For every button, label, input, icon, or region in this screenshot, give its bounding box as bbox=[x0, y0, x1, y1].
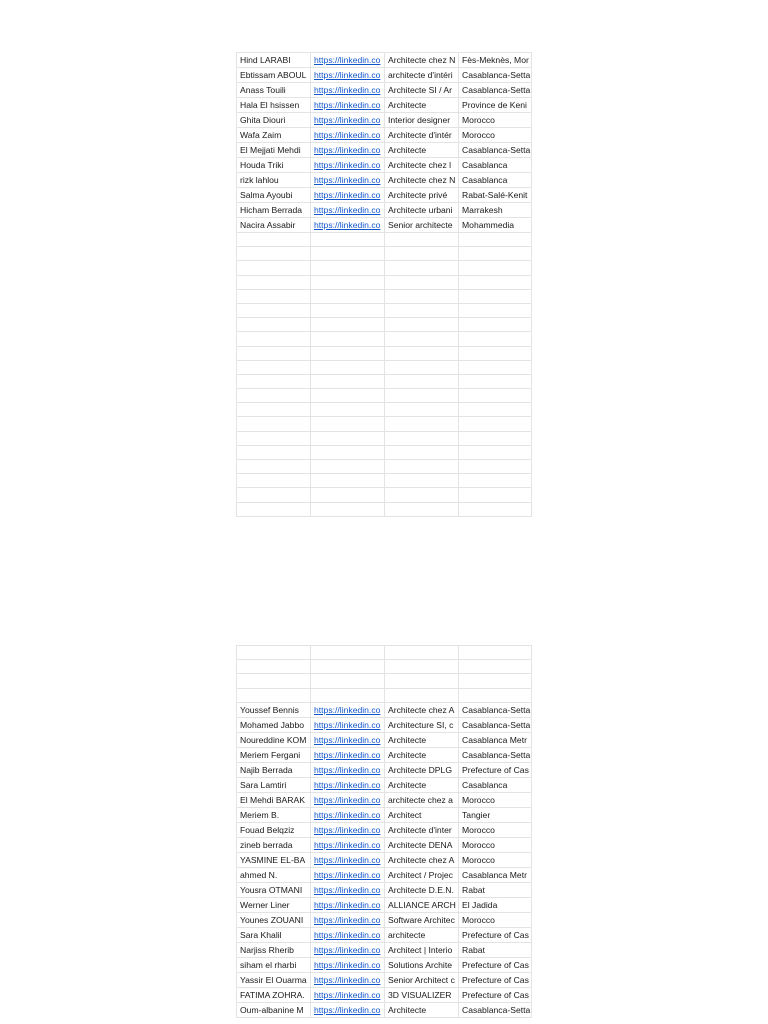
cell-name[interactable]: Anass Touili bbox=[237, 83, 311, 98]
cell-linkedin-url[interactable]: https://linkedin.co bbox=[311, 807, 385, 822]
table-row bbox=[237, 158, 532, 173]
cell-linkedin-url[interactable]: https://linkedin.co bbox=[311, 762, 385, 777]
empty-cell[interactable] bbox=[237, 275, 311, 289]
cell-name[interactable]: Fouad Belqziz bbox=[237, 822, 311, 837]
empty-cell[interactable] bbox=[237, 261, 311, 275]
cell-headline[interactable]: Architecte D.E.N. bbox=[385, 882, 459, 897]
empty-cell[interactable] bbox=[311, 660, 385, 674]
cell-headline[interactable]: Solutions Archite bbox=[385, 957, 459, 972]
table-row bbox=[237, 203, 532, 218]
table-row bbox=[237, 882, 532, 897]
cell-headline[interactable]: Architecte bbox=[385, 1002, 459, 1017]
cell-name[interactable]: YASMINE EL-BA bbox=[237, 852, 311, 867]
empty-cell[interactable] bbox=[311, 247, 385, 261]
cell-name[interactable]: Narjiss Rherib bbox=[237, 942, 311, 957]
cell-headline[interactable]: Architecte d'inter bbox=[385, 822, 459, 837]
empty-cell[interactable] bbox=[311, 674, 385, 688]
cell-headline[interactable]: 3D VISUALIZER bbox=[385, 987, 459, 1002]
cell-linkedin-url[interactable]: https://linkedin.co bbox=[311, 777, 385, 792]
empty-cell[interactable] bbox=[311, 360, 385, 374]
cell-headline[interactable]: Architecte DENA bbox=[385, 837, 459, 852]
table-row bbox=[237, 777, 532, 792]
cell-headline[interactable]: architecte bbox=[385, 927, 459, 942]
cell-location[interactable]: Prefecture of Cas bbox=[459, 987, 532, 1002]
cell-location[interactable]: Rabat-Salé-Kenit bbox=[459, 188, 532, 203]
empty-cell[interactable] bbox=[237, 660, 311, 674]
cell-linkedin-url[interactable]: https://linkedin.co bbox=[311, 912, 385, 927]
table-row bbox=[237, 837, 532, 852]
cell-headline[interactable]: Architecte urbani bbox=[385, 203, 459, 218]
empty-cell[interactable] bbox=[459, 318, 532, 332]
empty-cell[interactable] bbox=[385, 417, 459, 431]
cell-linkedin-url[interactable]: https://linkedin.co bbox=[311, 702, 385, 717]
cell-linkedin-url[interactable]: https://linkedin.co bbox=[311, 897, 385, 912]
empty-cell[interactable] bbox=[311, 445, 385, 459]
empty-cell[interactable] bbox=[385, 303, 459, 317]
cell-headline[interactable]: Architecte bbox=[385, 732, 459, 747]
cell-headline[interactable]: Senior Architect c bbox=[385, 972, 459, 987]
cell-linkedin-url[interactable]: https://linkedin.co bbox=[311, 173, 385, 188]
cell-headline[interactable]: Architect | Interio bbox=[385, 942, 459, 957]
table-row bbox=[237, 445, 532, 459]
empty-cell[interactable] bbox=[237, 646, 311, 660]
cell-location[interactable]: El Jadida bbox=[459, 897, 532, 912]
cell-linkedin-url[interactable]: https://linkedin.co bbox=[311, 882, 385, 897]
empty-cell[interactable] bbox=[385, 674, 459, 688]
cell-name[interactable]: Sara Lamtiri bbox=[237, 777, 311, 792]
cell-headline[interactable]: Architecte bbox=[385, 98, 459, 113]
empty-cell[interactable] bbox=[311, 289, 385, 303]
cell-location[interactable]: Casablanca-Setta bbox=[459, 747, 532, 762]
cell-location[interactable]: Casablanca-Setta bbox=[459, 83, 532, 98]
cell-linkedin-url[interactable]: https://linkedin.co bbox=[311, 53, 385, 68]
empty-cell[interactable] bbox=[311, 646, 385, 660]
spreadsheet-table-top bbox=[236, 52, 532, 517]
table-row bbox=[237, 972, 532, 987]
cell-linkedin-url[interactable]: https://linkedin.co bbox=[311, 68, 385, 83]
cell-location[interactable]: Casablanca Metr bbox=[459, 732, 532, 747]
cell-headline[interactable]: Architecte privé bbox=[385, 188, 459, 203]
empty-cell[interactable] bbox=[237, 289, 311, 303]
table-row bbox=[237, 173, 532, 188]
empty-cell[interactable] bbox=[311, 261, 385, 275]
table-row bbox=[237, 113, 532, 128]
empty-cell[interactable] bbox=[311, 318, 385, 332]
cell-location[interactable]: Prefecture of Cas bbox=[459, 927, 532, 942]
cell-location[interactable]: Rabat bbox=[459, 942, 532, 957]
cell-linkedin-url[interactable]: https://linkedin.co bbox=[311, 867, 385, 882]
empty-cell[interactable] bbox=[237, 318, 311, 332]
cell-name[interactable]: Hala El hsissen bbox=[237, 98, 311, 113]
cell-name[interactable]: FATIMA ZOHRA. bbox=[237, 987, 311, 1002]
table-row bbox=[237, 143, 532, 158]
table-row bbox=[237, 403, 532, 417]
empty-cell[interactable] bbox=[311, 474, 385, 488]
table-row bbox=[237, 1002, 532, 1017]
empty-cell[interactable] bbox=[311, 374, 385, 388]
table-row bbox=[237, 247, 532, 261]
cell-headline[interactable]: Architecte DPLG bbox=[385, 762, 459, 777]
table-row bbox=[237, 646, 532, 660]
empty-cell[interactable] bbox=[459, 275, 532, 289]
empty-cell[interactable] bbox=[237, 460, 311, 474]
cell-headline[interactable]: Architecte chez A bbox=[385, 702, 459, 717]
table-row bbox=[237, 346, 532, 360]
cell-headline[interactable]: Architecte bbox=[385, 777, 459, 792]
cell-name[interactable]: Sara Khalil bbox=[237, 927, 311, 942]
cell-name[interactable]: Wafa Zaim bbox=[237, 128, 311, 143]
empty-cell[interactable] bbox=[385, 360, 459, 374]
table-row bbox=[237, 460, 532, 474]
cell-name[interactable]: Younes ZOUANI bbox=[237, 912, 311, 927]
cell-linkedin-url[interactable]: https://linkedin.co bbox=[311, 822, 385, 837]
empty-cell[interactable] bbox=[311, 303, 385, 317]
cell-linkedin-url[interactable]: https://linkedin.co bbox=[311, 1002, 385, 1017]
table-row bbox=[237, 702, 532, 717]
empty-cell[interactable] bbox=[459, 389, 532, 403]
empty-cell[interactable] bbox=[385, 445, 459, 459]
table-row bbox=[237, 688, 532, 702]
cell-name[interactable]: Meriem Fergani bbox=[237, 747, 311, 762]
table-row bbox=[237, 83, 532, 98]
cell-location[interactable]: Prefecture of Cas bbox=[459, 762, 532, 777]
cell-linkedin-url[interactable]: https://linkedin.co bbox=[311, 837, 385, 852]
empty-cell[interactable] bbox=[459, 332, 532, 346]
empty-cell[interactable] bbox=[385, 502, 459, 516]
cell-location[interactable]: Morocco bbox=[459, 113, 532, 128]
empty-cell[interactable] bbox=[237, 346, 311, 360]
empty-cell[interactable] bbox=[237, 247, 311, 261]
table-row bbox=[237, 389, 532, 403]
table-row bbox=[237, 53, 532, 68]
spreadsheet-table-bottom bbox=[236, 645, 532, 1018]
empty-cell[interactable] bbox=[459, 474, 532, 488]
empty-cell[interactable] bbox=[237, 431, 311, 445]
table-row bbox=[237, 303, 532, 317]
table-row bbox=[237, 927, 532, 942]
cell-name[interactable]: rizk lahlou bbox=[237, 173, 311, 188]
empty-cell[interactable] bbox=[385, 688, 459, 702]
cell-location[interactable]: Casablanca-Setta bbox=[459, 717, 532, 732]
cell-location[interactable]: Morocco bbox=[459, 792, 532, 807]
cell-linkedin-url[interactable]: https://linkedin.co bbox=[311, 128, 385, 143]
empty-cell[interactable] bbox=[459, 660, 532, 674]
empty-cell[interactable] bbox=[459, 445, 532, 459]
cell-name[interactable]: siham el rharbi bbox=[237, 957, 311, 972]
table-row bbox=[237, 747, 532, 762]
table-row bbox=[237, 897, 532, 912]
cell-name[interactable]: Yassir El Ouarma bbox=[237, 972, 311, 987]
cell-location[interactable]: Casablanca-Setta bbox=[459, 68, 532, 83]
empty-cell[interactable] bbox=[237, 674, 311, 688]
cell-linkedin-url[interactable]: https://linkedin.co bbox=[311, 732, 385, 747]
empty-cell[interactable] bbox=[459, 374, 532, 388]
cell-linkedin-url[interactable]: https://linkedin.co bbox=[311, 98, 385, 113]
cell-name[interactable]: El Mehdi BARAK bbox=[237, 792, 311, 807]
cell-headline[interactable]: Software Architec bbox=[385, 912, 459, 927]
empty-cell[interactable] bbox=[237, 417, 311, 431]
table-row bbox=[237, 188, 532, 203]
empty-cell[interactable] bbox=[459, 688, 532, 702]
cell-headline[interactable]: Architecte chez N bbox=[385, 173, 459, 188]
cell-linkedin-url[interactable]: https://linkedin.co bbox=[311, 218, 385, 233]
table-row bbox=[237, 417, 532, 431]
empty-cell[interactable] bbox=[385, 374, 459, 388]
empty-cell[interactable] bbox=[385, 332, 459, 346]
cell-headline[interactable]: Architecte chez A bbox=[385, 852, 459, 867]
cell-name[interactable]: Houda Triki bbox=[237, 158, 311, 173]
table-row bbox=[237, 957, 532, 972]
cell-name[interactable]: Youssef Bennis bbox=[237, 702, 311, 717]
cell-name[interactable]: Werner Liner bbox=[237, 897, 311, 912]
empty-cell[interactable] bbox=[237, 474, 311, 488]
empty-cell[interactable] bbox=[385, 318, 459, 332]
cell-linkedin-url[interactable]: https://linkedin.co bbox=[311, 113, 385, 128]
empty-cell[interactable] bbox=[311, 346, 385, 360]
cell-linkedin-url[interactable]: https://linkedin.co bbox=[311, 972, 385, 987]
table-row bbox=[237, 360, 532, 374]
cell-linkedin-url[interactable]: https://linkedin.co bbox=[311, 158, 385, 173]
cell-linkedin-url[interactable]: https://linkedin.co bbox=[311, 792, 385, 807]
table-row bbox=[237, 68, 532, 83]
cell-linkedin-url[interactable]: https://linkedin.co bbox=[311, 942, 385, 957]
sheet-body-top bbox=[237, 53, 532, 517]
empty-cell[interactable] bbox=[459, 303, 532, 317]
table-row bbox=[237, 674, 532, 688]
empty-cell[interactable] bbox=[385, 488, 459, 502]
cell-name[interactable]: Salma Ayoubi bbox=[237, 188, 311, 203]
table-row bbox=[237, 822, 532, 837]
empty-cell[interactable] bbox=[237, 360, 311, 374]
table-row bbox=[237, 275, 532, 289]
cell-headline[interactable]: Architect bbox=[385, 807, 459, 822]
empty-cell[interactable] bbox=[311, 688, 385, 702]
table-row bbox=[237, 942, 532, 957]
cell-location[interactable]: Casablanca bbox=[459, 777, 532, 792]
table-row bbox=[237, 987, 532, 1002]
cell-linkedin-url[interactable]: https://linkedin.co bbox=[311, 188, 385, 203]
cell-linkedin-url[interactable]: https://linkedin.co bbox=[311, 203, 385, 218]
empty-cell[interactable] bbox=[459, 360, 532, 374]
table-row bbox=[237, 261, 532, 275]
cell-location[interactable]: Fès-Meknès, Mor bbox=[459, 53, 532, 68]
empty-cell[interactable] bbox=[237, 688, 311, 702]
empty-cell[interactable] bbox=[385, 233, 459, 247]
empty-cell[interactable] bbox=[459, 502, 532, 516]
table-row bbox=[237, 332, 532, 346]
cell-name[interactable]: Hicham Berrada bbox=[237, 203, 311, 218]
cell-linkedin-url[interactable]: https://linkedin.co bbox=[311, 747, 385, 762]
empty-cell[interactable] bbox=[385, 646, 459, 660]
empty-cell[interactable] bbox=[459, 646, 532, 660]
cell-location[interactable]: Marrakesh bbox=[459, 203, 532, 218]
table-row bbox=[237, 318, 532, 332]
empty-cell[interactable] bbox=[385, 474, 459, 488]
table-row bbox=[237, 474, 532, 488]
empty-cell[interactable] bbox=[459, 674, 532, 688]
empty-cell[interactable] bbox=[311, 233, 385, 247]
empty-cell[interactable] bbox=[459, 233, 532, 247]
empty-cell[interactable] bbox=[237, 233, 311, 247]
cell-linkedin-url[interactable]: https://linkedin.co bbox=[311, 717, 385, 732]
table-row bbox=[237, 431, 532, 445]
empty-cell[interactable] bbox=[237, 332, 311, 346]
cell-location[interactable]: Casablanca-Setta bbox=[459, 143, 532, 158]
cell-headline[interactable]: Interior designer bbox=[385, 113, 459, 128]
cell-linkedin-url[interactable]: https://linkedin.co bbox=[311, 987, 385, 1002]
empty-cell[interactable] bbox=[237, 303, 311, 317]
cell-location[interactable]: Casablanca-Setta bbox=[459, 702, 532, 717]
empty-cell[interactable] bbox=[311, 488, 385, 502]
cell-location[interactable]: Morocco bbox=[459, 912, 532, 927]
cell-headline[interactable]: Architect / Projec bbox=[385, 867, 459, 882]
cell-name[interactable]: Oum-albanine M bbox=[237, 1002, 311, 1017]
empty-cell[interactable] bbox=[459, 417, 532, 431]
cell-location[interactable]: Morocco bbox=[459, 822, 532, 837]
empty-cell[interactable] bbox=[385, 389, 459, 403]
cell-name[interactable]: ahmed N. bbox=[237, 867, 311, 882]
empty-cell[interactable] bbox=[385, 261, 459, 275]
table-row bbox=[237, 792, 532, 807]
cell-headline[interactable]: Architecte d'intér bbox=[385, 128, 459, 143]
cell-name[interactable]: El Mejjati Mehdi bbox=[237, 143, 311, 158]
empty-cell[interactable] bbox=[311, 431, 385, 445]
cell-headline[interactable]: Architecte chez N bbox=[385, 53, 459, 68]
empty-cell[interactable] bbox=[385, 346, 459, 360]
table-row bbox=[237, 717, 532, 732]
cell-headline[interactable]: architecte chez a bbox=[385, 792, 459, 807]
table-row bbox=[237, 807, 532, 822]
empty-cell[interactable] bbox=[311, 332, 385, 346]
cell-linkedin-url[interactable]: https://linkedin.co bbox=[311, 143, 385, 158]
empty-cell[interactable] bbox=[385, 431, 459, 445]
table-row bbox=[237, 289, 532, 303]
cell-location[interactable]: Morocco bbox=[459, 837, 532, 852]
cell-headline[interactable]: Architecte chez l bbox=[385, 158, 459, 173]
empty-cell[interactable] bbox=[237, 389, 311, 403]
table-row bbox=[237, 98, 532, 113]
cell-linkedin-url[interactable]: https://linkedin.co bbox=[311, 927, 385, 942]
cell-location[interactable]: Prefecture of Cas bbox=[459, 957, 532, 972]
empty-cell[interactable] bbox=[237, 502, 311, 516]
empty-cell[interactable] bbox=[459, 431, 532, 445]
cell-headline[interactable]: Architecte bbox=[385, 747, 459, 762]
cell-name[interactable]: Ghita Diouri bbox=[237, 113, 311, 128]
empty-cell[interactable] bbox=[237, 488, 311, 502]
table-row bbox=[237, 732, 532, 747]
empty-cell[interactable] bbox=[459, 346, 532, 360]
empty-cell[interactable] bbox=[311, 502, 385, 516]
cell-linkedin-url[interactable]: https://linkedin.co bbox=[311, 957, 385, 972]
cell-location[interactable]: Morocco bbox=[459, 852, 532, 867]
cell-location[interactable]: Province de Keni bbox=[459, 98, 532, 113]
cell-name[interactable]: Mohamed Jabbo bbox=[237, 717, 311, 732]
empty-cell[interactable] bbox=[385, 247, 459, 261]
cell-headline[interactable]: Architecture SI, c bbox=[385, 717, 459, 732]
cell-name[interactable]: zineb berrada bbox=[237, 837, 311, 852]
cell-name[interactable]: Noureddine KOM bbox=[237, 732, 311, 747]
cell-name[interactable]: Hind LARABI bbox=[237, 53, 311, 68]
cell-location[interactable]: Casablanca Metr bbox=[459, 867, 532, 882]
cell-headline[interactable]: architecte d'intéri bbox=[385, 68, 459, 83]
table-row bbox=[237, 218, 532, 233]
empty-cell[interactable] bbox=[237, 445, 311, 459]
cell-linkedin-url[interactable]: https://linkedin.co bbox=[311, 83, 385, 98]
cell-headline[interactable]: Architecte SI / Ar bbox=[385, 83, 459, 98]
empty-cell[interactable] bbox=[311, 417, 385, 431]
cell-headline[interactable]: Architecte bbox=[385, 143, 459, 158]
empty-cell[interactable] bbox=[385, 403, 459, 417]
empty-cell[interactable] bbox=[385, 275, 459, 289]
cell-location[interactable]: Tangier bbox=[459, 807, 532, 822]
empty-cell[interactable] bbox=[459, 289, 532, 303]
empty-cell[interactable] bbox=[459, 403, 532, 417]
empty-cell[interactable] bbox=[385, 660, 459, 674]
table-row bbox=[237, 502, 532, 516]
cell-name[interactable]: Nacira Assabir bbox=[237, 218, 311, 233]
empty-cell[interactable] bbox=[311, 275, 385, 289]
cell-headline[interactable]: ALLIANCE ARCH bbox=[385, 897, 459, 912]
cell-name[interactable]: Meriem B. bbox=[237, 807, 311, 822]
cell-linkedin-url[interactable]: https://linkedin.co bbox=[311, 852, 385, 867]
cell-location[interactable]: Casablanca bbox=[459, 158, 532, 173]
empty-cell[interactable] bbox=[459, 261, 532, 275]
table-row bbox=[237, 660, 532, 674]
cell-location[interactable]: Casablanca-Setta bbox=[459, 1002, 532, 1017]
cell-location[interactable]: Casablanca bbox=[459, 173, 532, 188]
empty-cell[interactable] bbox=[459, 488, 532, 502]
table-row bbox=[237, 128, 532, 143]
cell-location[interactable]: Mohammedia bbox=[459, 218, 532, 233]
sheet-body-bottom bbox=[237, 646, 532, 1018]
empty-cell[interactable] bbox=[311, 460, 385, 474]
empty-cell[interactable] bbox=[459, 460, 532, 474]
empty-cell[interactable] bbox=[237, 374, 311, 388]
empty-cell[interactable] bbox=[237, 403, 311, 417]
cell-name[interactable]: Najib Berrada bbox=[237, 762, 311, 777]
empty-cell[interactable] bbox=[385, 460, 459, 474]
empty-cell[interactable] bbox=[311, 389, 385, 403]
table-row bbox=[237, 233, 532, 247]
cell-name[interactable]: Ebtissam ABOUL bbox=[237, 68, 311, 83]
table-row bbox=[237, 374, 532, 388]
table-row bbox=[237, 867, 532, 882]
empty-cell[interactable] bbox=[459, 247, 532, 261]
cell-headline[interactable]: Senior architecte bbox=[385, 218, 459, 233]
table-row bbox=[237, 912, 532, 927]
empty-cell[interactable] bbox=[311, 403, 385, 417]
empty-cell[interactable] bbox=[385, 289, 459, 303]
cell-location[interactable]: Rabat bbox=[459, 882, 532, 897]
cell-location[interactable]: Prefecture of Cas bbox=[459, 972, 532, 987]
table-row bbox=[237, 762, 532, 777]
table-row bbox=[237, 488, 532, 502]
cell-location[interactable]: Morocco bbox=[459, 128, 532, 143]
cell-name[interactable]: Yousra OTMANI bbox=[237, 882, 311, 897]
table-row bbox=[237, 852, 532, 867]
